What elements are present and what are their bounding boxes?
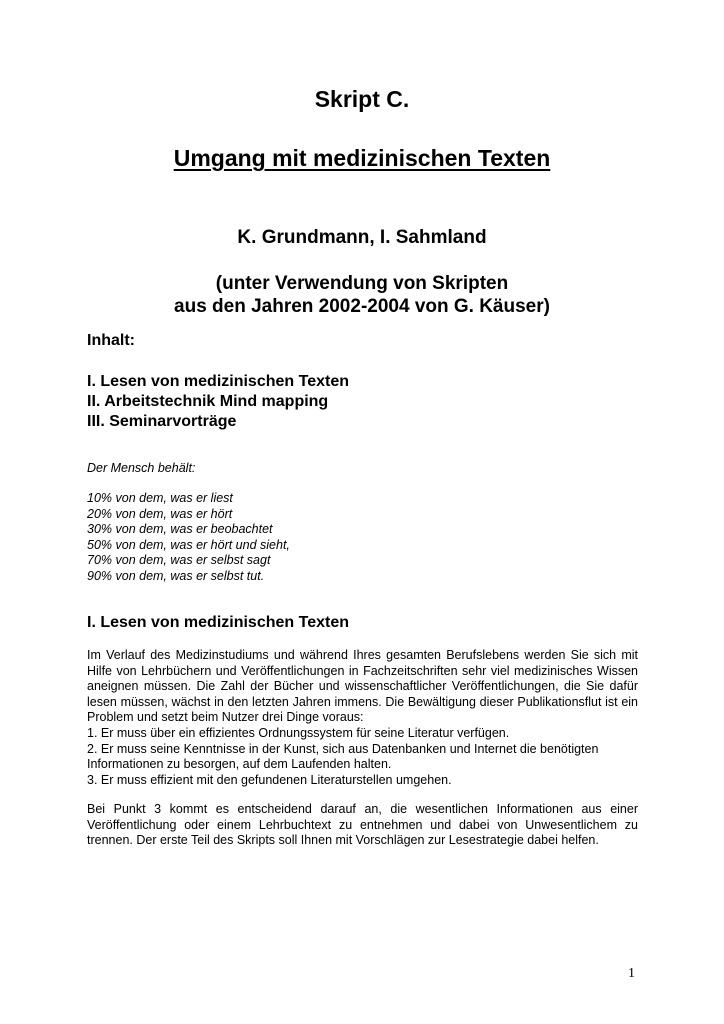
section-paragraph-2: Bei Punkt 3 kommt es entscheidend darauf an, die wesentlichen Informationen aus einer Veröffentlichung oder einem Lehrbuchtext zu entnehmen und dabei von Unwesentlichem zu trennen. Der erste Teil des Skripts soll Ihnen mit Vorschlägen zur Lesestrategie dabei helfen. [87,802,638,848]
retention-line: 50% von dem, was er hört und sieht, [87,537,290,552]
section-heading: I. Lesen von medizinischen Texten [87,614,349,631]
toc-item: III. Seminarvorträge [87,413,237,430]
table-of-contents [87,372,349,432]
point-item: 2. Er muss seine Kenntnisse in der Kunst, sich aus Datenbanken und Internet die benötigten Informationen zu besorgen, auf dem Laufenden halten. [87,741,599,772]
toc-item: II. Arbeitstechnik Mind mapping [87,393,329,410]
retention-list [87,491,290,584]
source-note-line-2: aus den Jahren 2002-2004 von G. Käuser) [174,296,550,317]
retention-line: 70% von dem, was er selbst sagt [87,553,271,567]
source-note [0,272,724,318]
source-note-line-1: (unter Verwendung von Skripten [215,273,509,294]
quote-intro: Der Mensch behält: [87,461,196,475]
authors: K. Grundmann, I. Sahmland [237,227,487,248]
retention-line: 20% von dem, was er hört [87,506,233,521]
page-number: 1 [628,966,635,981]
retention-line: 30% von dem, was er beobachtet [87,522,273,536]
retention-line: 10% von dem, was er liest [87,491,233,505]
point-item: 1. Er muss über ein effizientes Ordnungssystem für seine Literatur verfügen. [87,725,510,740]
toc-item: I. Lesen von medizinischen Texten [87,373,349,390]
document-title: Skript C. [314,86,410,112]
retention-line: 90% von dem, was er selbst tut. [87,568,265,583]
document-subtitle: Umgang mit medizinischen Texten [173,145,551,171]
point-item: 3. Er muss effizient mit den gefundenen Literaturstellen umgehen. [87,772,452,787]
paragraph-text: Im Verlauf des Medizinstudiums und während Ihres gesamten Berufslebens werden Sie sich mit Hilfe von Lehrbüchern und Veröffentlichungen in Fachzeitschriften sehr viel medizinisches Wissen aneignen müssen. Die Zahl der Bücher und wissenschaftlicher Veröffentlichungen, die Sie dafür lesen müssen, wächst in den letzten Jahren immens. Die Bewältigung dieser Publikationsflut ist ein Problem und setzt beim Nutzer drei Dinge voraus: [87,648,638,725]
contents-label: Inhalt: [87,332,135,349]
section-paragraph-1 [87,648,638,788]
